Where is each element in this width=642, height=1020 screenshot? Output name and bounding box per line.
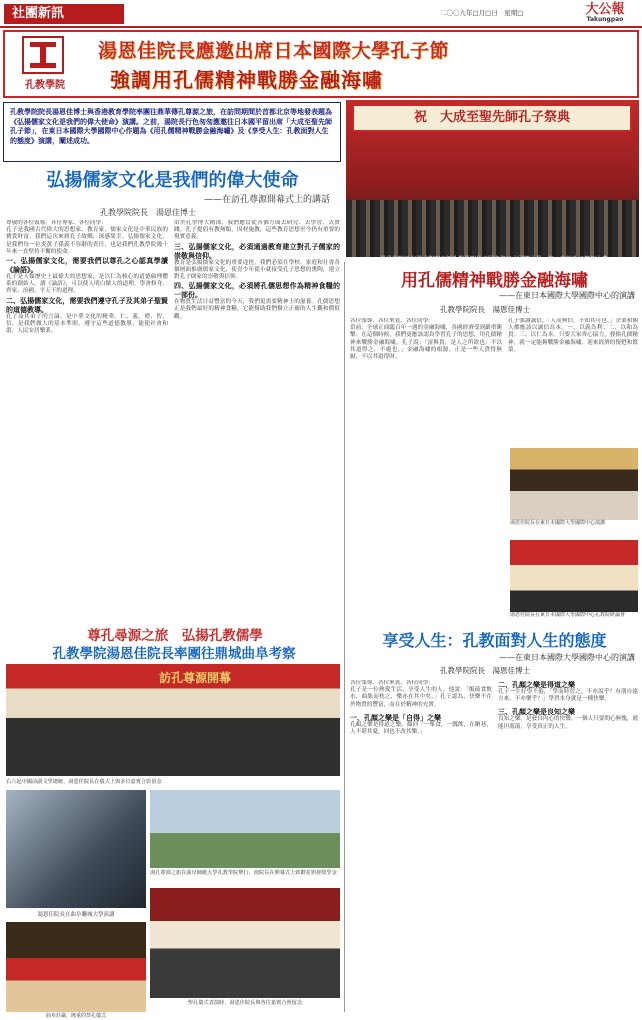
lecture-photo-caption: 湯恩佳院長在東日本國際大學國際中心演講 bbox=[510, 520, 606, 526]
article3-author: 孔教學院院長 湯恩佳博士 bbox=[440, 666, 530, 675]
article4-subtitle: 孔教學院湯恩佳院長率團往鼎城曲阜考察 bbox=[52, 646, 296, 662]
article3-title: 享受人生：孔教面對人生的態度 bbox=[382, 631, 607, 650]
university-photo bbox=[150, 790, 340, 868]
article3-heading-1: 一、孔顏之樂是「自得」之樂 bbox=[350, 712, 441, 722]
article1-intro: 尊敬的各位領導、各位專家、各位同學： 孔子是我國古代偉大的思想家、教育家，儒家文化是中華民族的寶貴財富。我們這次來到孔子故鄉，深感榮幸。弘揚儒家文化，是我們每一位炎黃子孫義不容辭的責任，也是我們孔教學院幾十年來一直堅持不懈的使命。 bbox=[6, 220, 168, 255]
seminar-photo-caption: 湯恩佳院長在東日本國際大學國際中心孔教院研論會 bbox=[510, 612, 626, 618]
university-photo-caption: 湯孔尊源之旅在曲阜師範大學孔教學院舉行，湯院長在開幕式上致辭並頒發獎學金 bbox=[150, 870, 337, 876]
speech-photo bbox=[6, 790, 146, 908]
article3-paragraph-1: 各位領導、各位來賓、各位同學： 孔子是一位熱愛生活、享受人生的人。他說：「飯疏食飲水，曲肱而枕之，樂亦在其中矣。」孔子認為，快樂不在於物質的豐富，而在於精神的充實。 bbox=[350, 680, 492, 708]
article3-column-1 bbox=[350, 680, 492, 1010]
article3-paragraph-3: 孔子一生好學不倦，「學而時習之，不亦說乎？有朋自遠方來，不亦樂乎？」學習本身就是一種快樂。 bbox=[498, 689, 638, 703]
article1-paragraph-4: 教育是弘揚儒家文化的重要途徑。我們必須在學校、家庭和社會各個層面推廣儒家文化，使青少年從小就接受孔子思想的熏陶，建立對孔子儒家的崇敬與信仰。 bbox=[174, 259, 340, 281]
article3-paragraph-2: 孔顏之樂是得道之樂。顏回「一簞食，一瓢飲，在陋巷，人不堪其憂，回也不改其樂。」 bbox=[350, 721, 492, 736]
article1-column-1 bbox=[6, 220, 168, 618]
speech-photo-caption: 湯恩佳院長在曲阜聯城大學演講 bbox=[37, 912, 115, 918]
performance-photo bbox=[150, 888, 340, 998]
article3-heading-3: 三、孔顏之樂是良知之樂 bbox=[498, 707, 575, 717]
seminar-photo bbox=[510, 540, 638, 612]
ritual-photo bbox=[6, 922, 146, 1012]
intro-summary: 孔教學院院長湯恩佳博士與香港教育學院率團往鼎華傳孔尊源之旅，在訪問期間於首都北京等地發表題為《弘揚儒家文化是我們的偉大使命》演講。之前，湯院長行色匆匆應邀往日本國平留出席「大成至聖先師孔子節」，在東日本國際大學國際中心作題為《用孔儒精神戰勝金融海嘯》及《享受人生：孔教面對人生的態度》演講，闡述成功。 bbox=[3, 102, 341, 162]
article1-heading-1: 一、弘揚儒家文化，需要我們以尊孔之心認真學讀《論語》。 bbox=[6, 256, 168, 275]
article1-column-2 bbox=[174, 220, 340, 618]
article1-paragraph-2: 孔子及其弟子的言論，是中華文化的精華。仁、義、禮、智、信，是我們做人的基本準則。遵守這些道德教導，能使社會和諧，人民安居樂業。 bbox=[6, 313, 168, 335]
ritual-photo-caption: 曲阜莊嚴，隆重的祭孔儀式 bbox=[45, 1013, 106, 1019]
ceremony-crowd bbox=[346, 200, 639, 257]
section-tab: 社團新訊 bbox=[4, 4, 124, 24]
main-subheadline: 強調用孔儒精神戰勝金融海嘯 bbox=[110, 68, 383, 92]
article2-column-2: 孔子強調誠信，「人而無信，不知其可也。」企業和個人都應該以誠信為本。一、以義為利；二、以和為貴；三、以仁為本。只要大家齊心協力，發揚孔儒精神，就一定能夠戰勝金融海嘯，迎來經濟的復甦和繁榮。 bbox=[508, 318, 638, 353]
issue-date: 二〇〇九年□月□日 星期□ bbox=[440, 9, 524, 17]
article1-title: 弘揚儒家文化是我們的偉大使命 bbox=[46, 170, 299, 191]
ceremony-caption: 湯恩佳院長在儀式期間率領孔教學院代表團參與日本國際大學一年一度的孔子祭祀大典 bbox=[379, 256, 608, 263]
article1-heading-2: 二、弘揚儒家文化，需要我們遵守孔子及其弟子聖賢的道德教導。 bbox=[6, 295, 168, 314]
group-photo-caption: 右六起中國前副文學總統、湯恩佳院長在儀式上與多位嘉賓合影留念 bbox=[6, 779, 162, 785]
article1-heading-3: 三、弘揚儒家文化，必須通過教育建立對孔子儒家的崇敬與信仰。 bbox=[174, 241, 340, 260]
article3-heading-2: 二、孔顏之樂是得道之樂 bbox=[498, 680, 575, 689]
article2-subtitle: ——在東日本國際大學國際中心的演講 bbox=[499, 291, 635, 300]
column-divider bbox=[344, 262, 345, 1012]
group-photo-banner: 訪孔尊源開幕 bbox=[70, 668, 320, 688]
article3-subtitle: ——在東日本國際大學國際中心的演講 bbox=[499, 653, 635, 662]
lecture-photo bbox=[510, 448, 638, 520]
newspaper-logo bbox=[572, 3, 638, 23]
article3-paragraph-4: 良知之樂，是發自內心的快樂。一個人只要問心無愧，就能坦蕩蕩，享受真正的人生。 bbox=[498, 716, 638, 730]
article1-paragraph-1: 孔子是人類歷史上最偉大的思想家，是以仁為核心的道德倫理體系的創始人。讀《論語》，可以使人明白做人的道理，學會修身、齊家、治國、平天下的道理。 bbox=[6, 274, 168, 295]
article3-column-2 bbox=[498, 680, 638, 1010]
article2-author: 孔教學院院長 湯恩佳博士 bbox=[440, 305, 530, 314]
ceremony-banner: 祝 大成至聖先師孔子祭典 bbox=[352, 104, 632, 132]
article1-heading-4: 四、弘揚儒家文化，必須將孔儒思想作為精神食糧的一部份。 bbox=[174, 281, 340, 300]
article1-subtitle: ——在訪孔尊源開幕式上的講話 bbox=[203, 195, 330, 205]
article4-title: 尊孔尋源之旅 弘揚孔教儒學 bbox=[87, 628, 263, 644]
newspaper-name-en: Takungpao bbox=[586, 16, 624, 23]
article1-author: 孔教學院院長 湯恩佳博士 bbox=[100, 208, 196, 217]
institute-name: 孔教學院 bbox=[25, 80, 65, 91]
institute-logo-icon bbox=[22, 36, 64, 74]
article1-paragraph-3: 由於孔學博大精深，我們應當從各個方面去研究、去學習、去實踐。孔子提倡有教無類，因材施教，這些教育思想至今仍有重要的現實意義。 bbox=[174, 220, 340, 241]
newspaper-name: 大公報 bbox=[585, 2, 625, 17]
article1-paragraph-5: 在物質生活日益豐富的今天，我們更需要精神上的滋養。孔儒思想正是我們最好的精神食糧，它能幫助我們樹立正確的人生觀和價值觀。 bbox=[174, 299, 340, 320]
article2-column-1: 各位領導、各位來賓、各位同學： 當前，全球正面臨百年一遇的金融海嘯，各國經濟受到嚴重衝擊。在這個時候，我們更應該認真學習孔子的思想，用孔儒精神來戰勝金融海嘯。孔子說：「富與貴，是人之所欲也；不以其道得之，不處也。」金融海嘯的根源，正是一些人貪得無厭，不以其道得財。 bbox=[350, 318, 502, 361]
article2-title: 用孔儒精神戰勝金融海嘯 bbox=[401, 271, 588, 291]
performance-photo-caption: 聖孔儀式表演時，湯恩佳院長與各位嘉賓合照留念 bbox=[187, 1000, 303, 1006]
main-headline: 湯恩佳院長應邀出席日本國際大學孔子節 bbox=[98, 40, 450, 62]
